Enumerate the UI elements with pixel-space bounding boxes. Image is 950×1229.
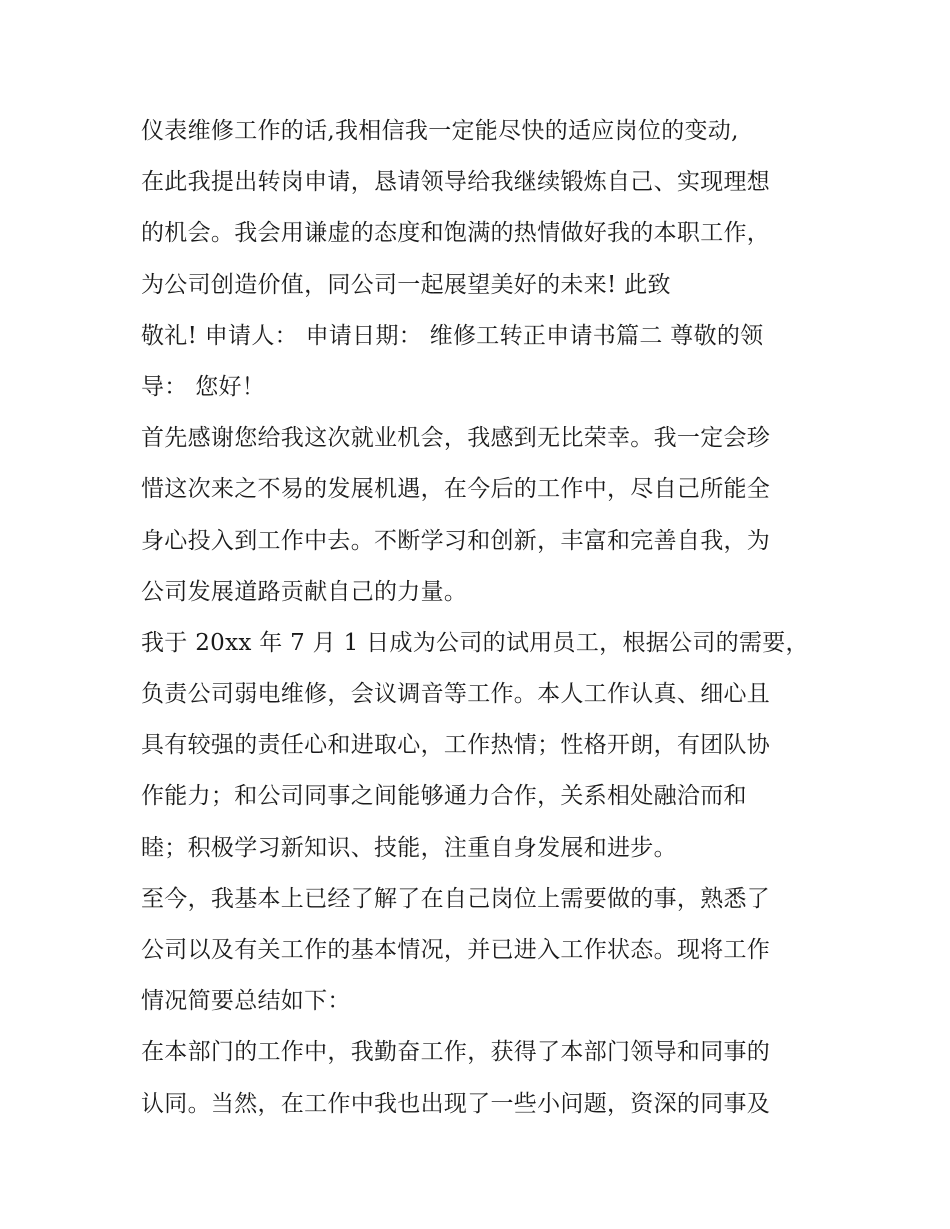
text-line: 导： 您好！	[141, 373, 266, 400]
body-text	[141, 110, 821, 1134]
text-line: 睦；积极学习新知识、技能，注重自身发展和进步。	[141, 834, 677, 861]
text-line: 我于 20xx 年 7 月 1 日成为公司的试用员工，根据公司的需要，	[141, 629, 809, 656]
text-line: 作能力；和公司同事之间能够通力合作，关系相处融洽而和	[141, 783, 747, 810]
text-line: 至今，我基本上已经了解了在自己岗位上需要做的事，熟悉了	[141, 885, 771, 912]
text-line: 公司以及有关工作的基本情况，并已进入工作状态。现将工作	[141, 937, 771, 963]
text-line: 具有较强的责任心和进取心，工作热情；性格开朗，有团队协	[141, 732, 771, 759]
text-line: 首先感谢您给我这次就业机会，我感到无比荣幸。我一定会珍	[141, 425, 771, 452]
text-line: 在本部门的工作中，我勤奋工作，获得了本部门领导和同事的	[141, 1039, 771, 1066]
text-line: 身心投入到工作中去。不断学习和创新，丰富和完善自我，为	[141, 527, 771, 554]
text-line: 的机会。我会用谦虚的态度和饱满的热情做好我的本职工作，	[141, 220, 771, 247]
text-line: 仪表维修工作的话,我相信我一定能尽快的适应岗位的变动,	[141, 118, 739, 144]
text-line: 敬礼! 申请人： 申请日期： 维修工转正申请书篇二 尊敬的领	[141, 322, 764, 349]
text-line: 认同。当然，在工作中我也出现了一些小问题，资深的同事及	[141, 1090, 771, 1117]
text-line: 负责公司弱电维修，会议调音等工作。本人工作认真、细心且	[141, 681, 771, 708]
text-line: 情况简要总结如下：	[141, 988, 351, 1015]
text-line: 为公司创造价值，同公司一起展望美好的未来! 此致	[141, 271, 671, 298]
text-line: 在此我提出转岗申请，恳请领导给我继续锻炼自己、实现理想	[141, 169, 771, 196]
text-line: 公司发展道路贡献自己的力量。	[141, 578, 468, 605]
text-line: 惜这次来之不易的发展机遇，在今后的工作中，尽自己所能全	[141, 476, 771, 503]
